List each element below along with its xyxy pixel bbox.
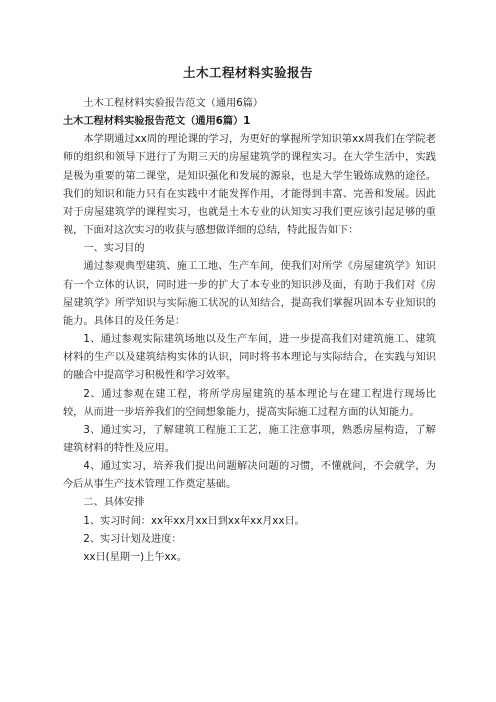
purpose-item-4: 4、通过实习，培养我们提出问题解决问题的习惯，不懂就问，不会就学，为今后从事生产技术管理工作奠定基础。 <box>63 461 436 491</box>
purpose-item-1: 1、通过参观实际建筑场地以及生产车间，进一步提高我们对建筑施工、建筑材料的生产以及建筑结构实体的认识，同时将书本理论与实际结合，在实践与知识的融合中提高学习积极性和学习效率。 <box>63 334 436 382</box>
schedule-item-2: 2、实习计划及进度： <box>83 533 182 545</box>
purpose-paragraph: 通过参观典型建筑、施工工地、生产车间，使我们对所学《房屋建筑学》知识有一个立体的认识，同时进一步的扩大了本专业的知识涉及面，有助于我们对《房屋建筑学》所学知识与实际施工状况的认知结合，提高我们掌握巩固本专业知识的能力。具体目的及任务是： <box>63 261 436 327</box>
schedule-item-3: xx日(星期一)上午xx。 <box>83 551 187 563</box>
schedule-item-1: 1、实习时间：xx年xx月xx日到xx年xx月xx日。 <box>83 515 305 527</box>
intro-paragraph: 本学期通过xx周的理论课的学习，为更好的掌握所学知识第xx周我们在学院老师的组织和领导下进行了为期三天的房屋建筑学的课程实习。在大学生活中，实践是极为重要的第二课堂，是知识强化和发展的源泉，也是大学生锻炼成熟的途径。我们的知识和能力只有在实践中才能发挥作用，才能得到丰富、完善和发展。因此对于房屋建筑学的课程实习，也就是土木专业的认知实习我们更应该引起足够的重视，下面对这次实习的收获与感想做详细的总结，特此报告如下： <box>63 134 436 237</box>
document-body <box>63 95 436 567</box>
purpose-item-3: 3、通过实习，了解建筑工程施工工艺，施工注意事项，熟悉房屋构造，了解建筑材料的特性及应用。 <box>63 424 436 454</box>
heading-purpose: 一、实习目的 <box>83 243 145 255</box>
document-title: 土木工程材料实验报告 <box>182 65 313 80</box>
heading-schedule: 二、具体安排 <box>83 497 145 509</box>
purpose-item-2: 2、通过参观在建工程，将所学房屋建筑的基本理论与在建工程进行现场比较，从而进一步培养我们的空间想象能力，提高实际施工过程方面的认知能力。 <box>63 388 436 418</box>
subtitle-paragraph: 土木工程材料实验报告范文（通用6篇） <box>83 98 264 109</box>
section-heading: 土木工程材料实验报告范文（通用6篇）1 <box>63 116 251 128</box>
